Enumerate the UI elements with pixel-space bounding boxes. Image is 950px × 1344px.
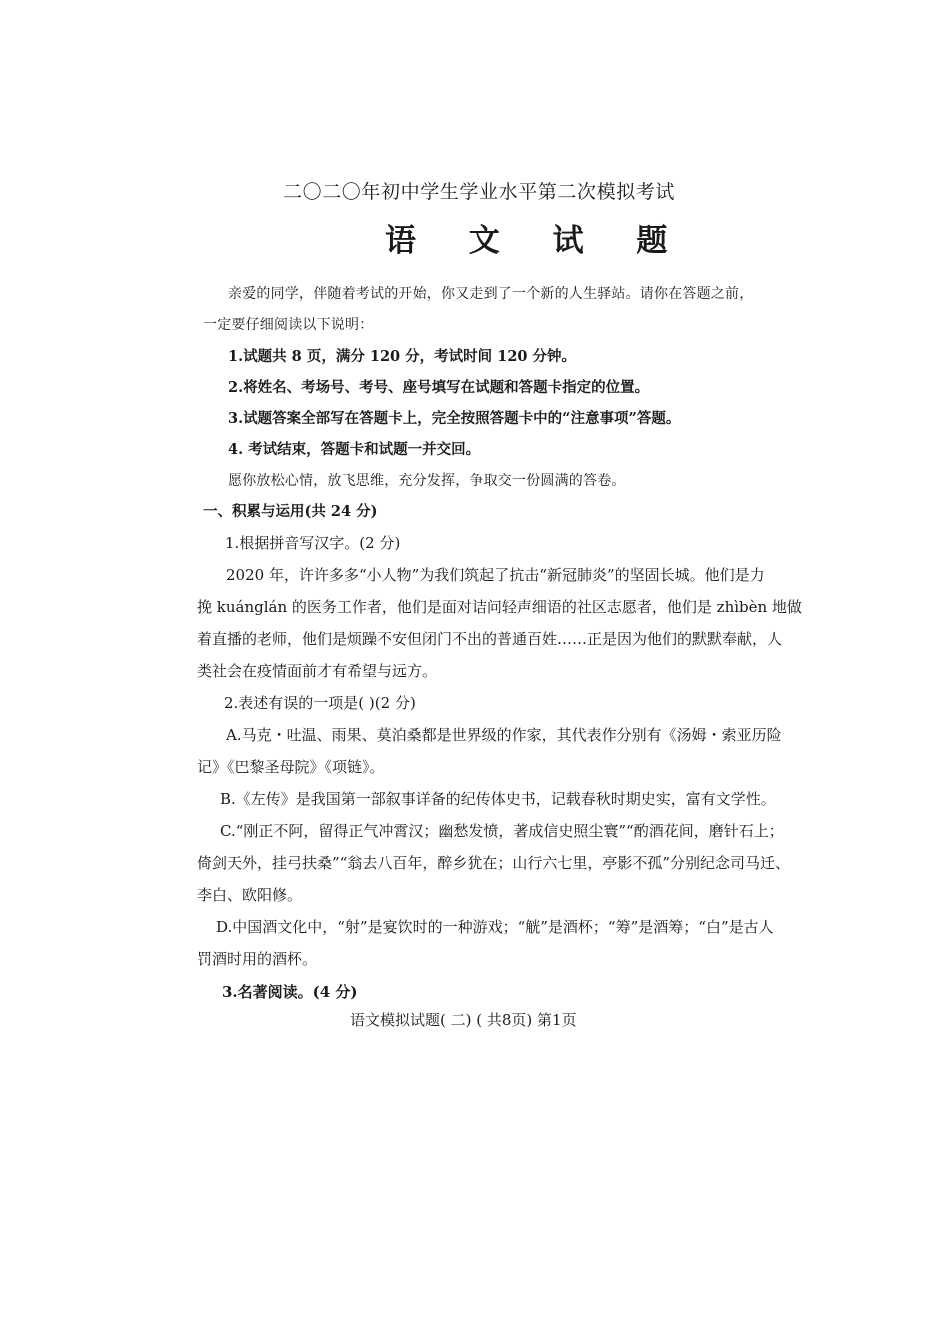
section-heading: 一、积累与运用(共 24 分) (203, 503, 378, 520)
question-1-text-line: 挽 kuánglán 的医务工作者，他们是面对诘问轻声细语的社区志愿者，他们是 zhìbèn 地做 (197, 598, 802, 616)
intro-line-2: 一定要仔细阅读以下说明： (203, 317, 374, 333)
instruction-item: 4. 考试结束，答题卡和试题一并交回。 (228, 441, 481, 458)
question-2-label: 2.表述有误的一项是( )(2 分) (224, 694, 416, 712)
option-c-line: C.“刚正不阿，留得正气冲霄汉；幽愁发愤，著成信史照尘寰”“酌酒花间，磨针石上； (220, 822, 784, 840)
question-1-text-line: 着直播的老师，他们是烦躁不安但闭门不出的普通百姓……正是因为他们的默默奉献，人 (197, 630, 783, 648)
instruction-item: 1.试题共 8 页，满分 120 分，考试时间 120 分钟。 (228, 348, 577, 365)
question-1-label: 1.根据拼音写汉字。(2 分) (225, 534, 401, 552)
option-c-line: 倚剑天外，挂弓扶桑”“翁去八百年，醉乡犹在；山行六七里，亭影不孤”分别纪念司马迁、 (197, 854, 791, 872)
option-d-line: 罚酒时用的酒杯。 (197, 950, 318, 968)
option-d-line: D.中国酒文化中，“射”是宴饮时的一种游戏；“觥”是酒杯；“筹”是酒筹；“白”是古人 (216, 918, 774, 936)
instruction-item: 2.将姓名、考场号、考号、座号填写在试题和答题卡指定的位置。 (228, 379, 650, 396)
option-a-line: 记》《巴黎圣母院》《项链》。 (197, 758, 385, 776)
exam-header-title: 二〇二〇年初中学生学业水平第二次模拟考试 (283, 181, 676, 203)
option-a-line: A.马克・吐温、雨果、莫泊桑都是世界级的作家，其代表作分别有《汤姆・索亚历险 (226, 726, 782, 744)
option-c-line: 李白、欧阳修。 (197, 886, 303, 904)
page-footer: 语文模拟试题( 二) ( 共8页) 第1页 (350, 1011, 577, 1029)
option-b-line: B.《左传》是我国第一部叙事详备的纪传体史书，记载春秋时期史实，富有文学性。 (220, 790, 776, 808)
wish-text: 愿你放松心情，放飞思维，充分发挥，争取交一份圆满的答卷。 (228, 473, 626, 489)
instruction-item: 3.试题答案全部写在答题卡上，完全按照答题卡中的“注意事项”答题。 (228, 410, 681, 427)
page-title: 语 文 试 题 (385, 223, 689, 259)
question-3-label: 3.名著阅读。(4 分) (222, 983, 358, 1001)
question-1-text-line: 2020 年，许许多多“小人物”为我们筑起了抗击“新冠肺炎”的坚固长城。他们是力 (226, 566, 765, 584)
intro-line-1: 亲爱的同学，伴随着考试的开始，你又走到了一个新的人生驿站。请你在答题之前， (228, 286, 754, 302)
question-1-text-line: 类社会在疫情面前才有希望与远方。 (197, 662, 438, 680)
